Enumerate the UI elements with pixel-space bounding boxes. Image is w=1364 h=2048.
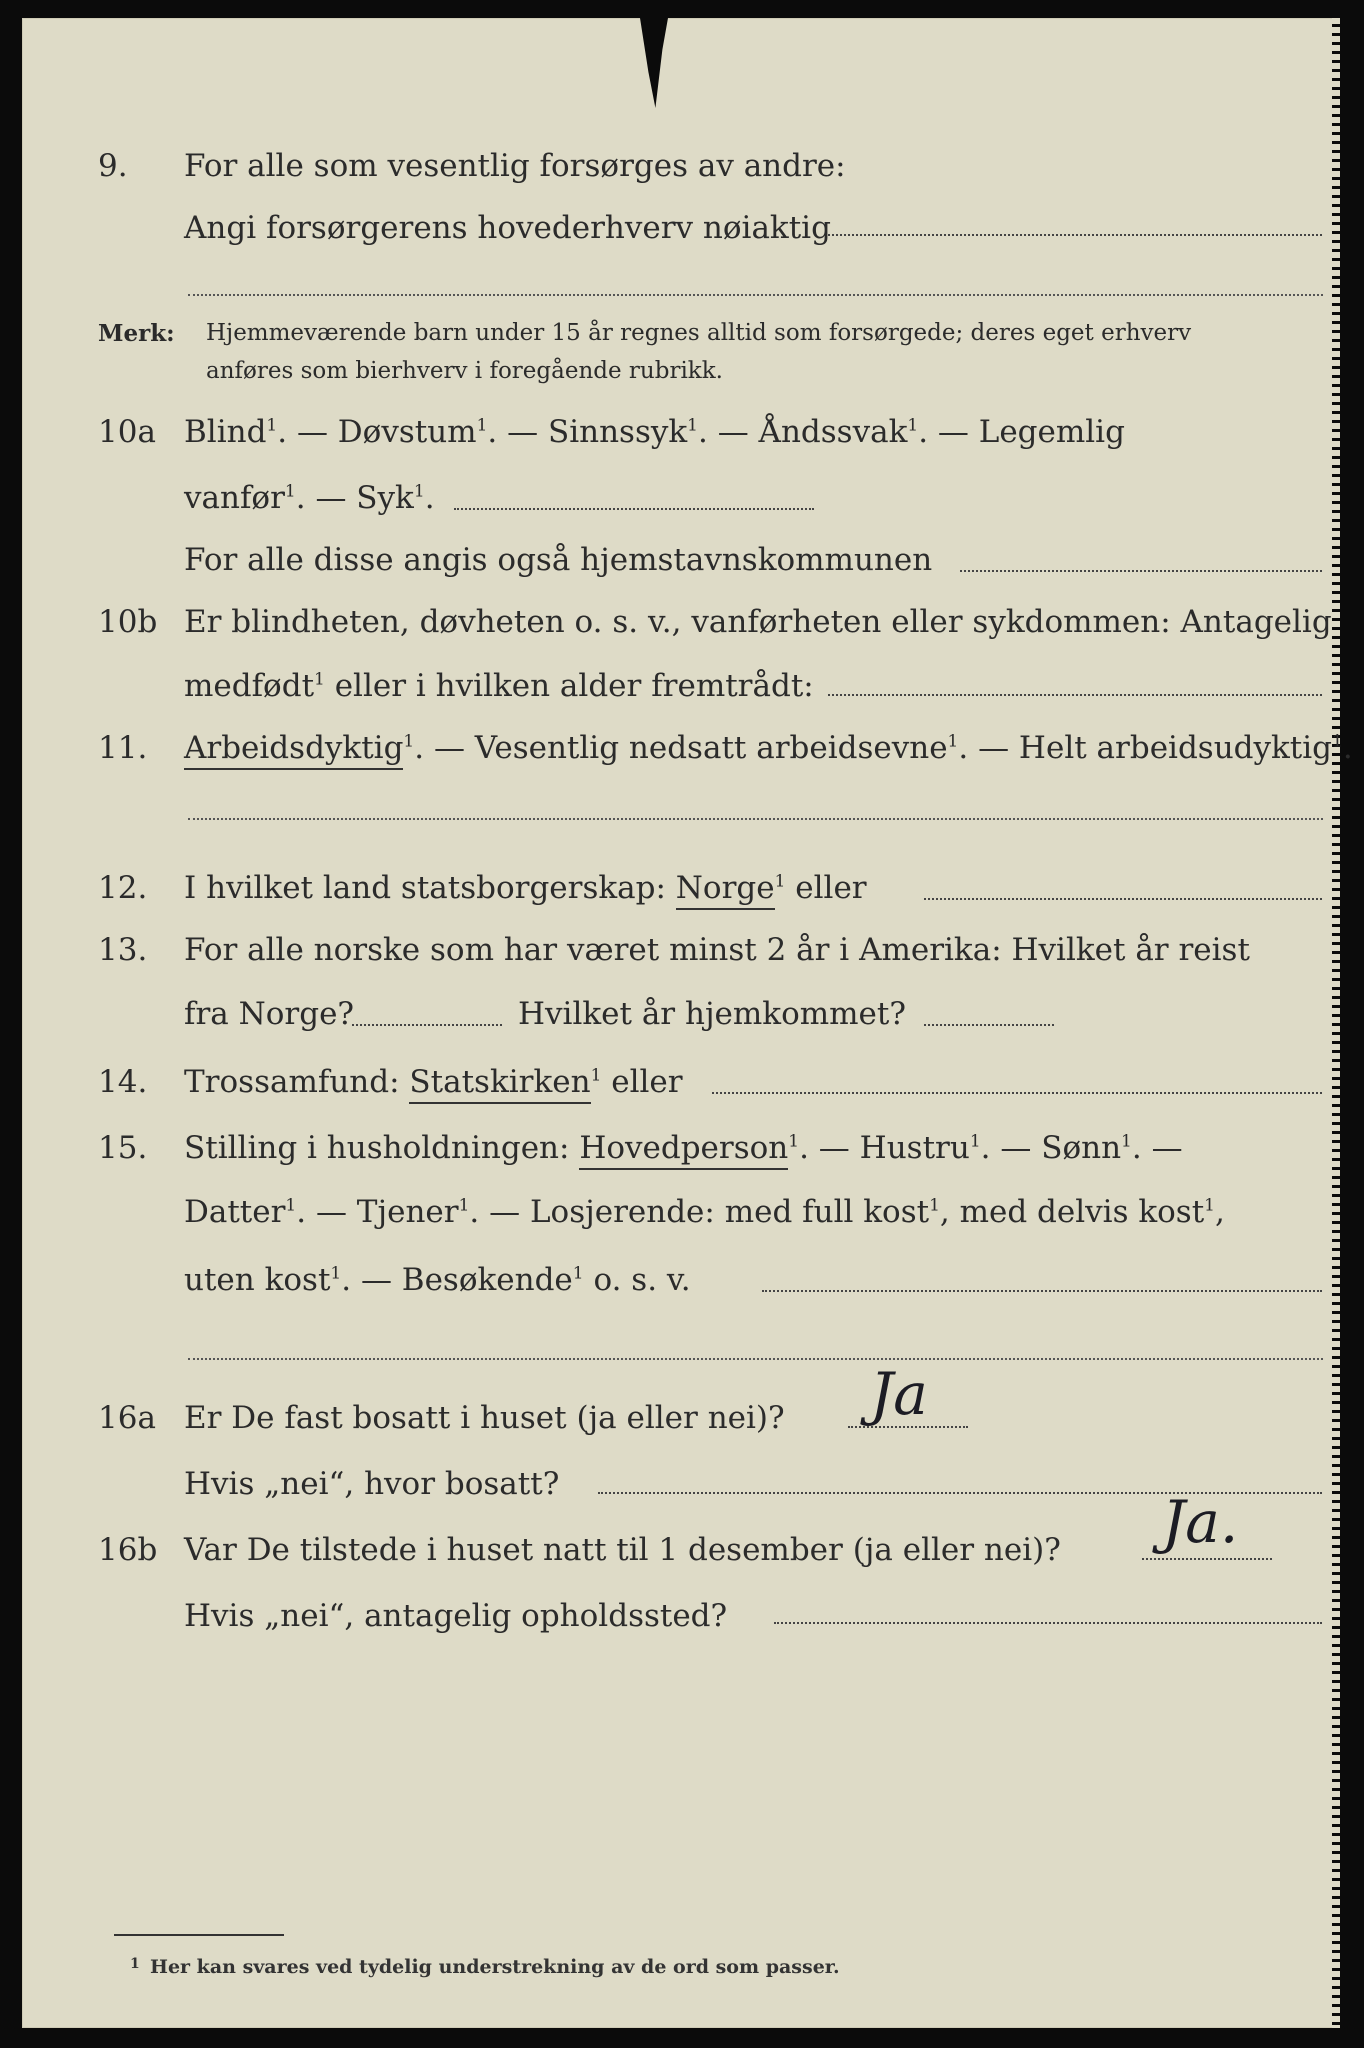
question-number: 10a — [98, 414, 156, 450]
answer-line[interactable] — [762, 1290, 1322, 1292]
question-text: Datter$^1$. — Tjener$^1$. — Losjerende: med full kost$^1$, med delvis kost$^1$, — [184, 1194, 1225, 1230]
handwritten-answer: Ja — [870, 1360, 928, 1428]
census-form-page — [22, 18, 1353, 2028]
underlined-answer: Hovedperson — [579, 1130, 788, 1170]
question-text: Er De fast bosatt i huset (ja eller nei)? — [184, 1400, 785, 1436]
answer-line[interactable] — [960, 570, 1322, 572]
answer-line[interactable] — [188, 818, 1323, 820]
question-number: 15. — [98, 1130, 148, 1166]
question-text: Hvis „nei“, antagelig opholdssted? — [184, 1598, 728, 1634]
underlined-answer: Norge — [676, 870, 775, 910]
answer-line[interactable] — [1142, 1558, 1272, 1560]
question-number: 12. — [98, 870, 148, 906]
question-text: medfødt$^1$ eller i hvilken alder fremtrådt: — [184, 668, 814, 704]
footnote-rule — [114, 1934, 284, 1936]
question-text: Hvilket år hjemkommet? — [518, 996, 906, 1032]
answer-line[interactable] — [774, 1622, 1322, 1624]
footnote-text: Her kan svares ved tydelig understrekning av de ord som passer. — [150, 1956, 840, 1978]
question-text: For alle disse angis også hjemstavnskommunen — [184, 542, 933, 578]
answer-line[interactable] — [188, 1358, 1323, 1360]
note-text: anføres som bierhverv i foregående rubrikk. — [206, 358, 723, 384]
question-number: 13. — [98, 932, 148, 968]
answer-line[interactable] — [352, 1024, 502, 1026]
question-text: I hvilket land statsborgerskap: Norge$^1$ eller — [184, 870, 867, 906]
question-text: vanfør$^1$. — Syk$^1$. — [184, 480, 435, 516]
question-number: 10b — [98, 604, 158, 640]
note-label: Merk: — [98, 320, 175, 347]
footnote — [130, 1956, 840, 1978]
question-number: 11. — [98, 730, 148, 766]
handwritten-answer: Ja. — [1162, 1488, 1239, 1556]
question-text: For alle som vesentlig forsørges av andre: — [184, 148, 846, 184]
underlined-answer: Statskirken — [409, 1064, 590, 1104]
answer-line[interactable] — [454, 508, 814, 510]
perforated-edge — [1332, 18, 1340, 2028]
question-text: fra Norge? — [184, 996, 355, 1032]
answer-line[interactable] — [712, 1092, 1322, 1094]
question-number: 9. — [98, 148, 128, 184]
question-text: Trossamfund: Statskirken$^1$ eller — [184, 1064, 683, 1100]
question-text: Arbeidsdyktig$^1$. — Vesentlig nedsatt arbeidsevne$^1$. — Helt arbeidsudyktig$^1$. — [184, 730, 1353, 766]
question-text: Angi forsørgerens hovederhverv nøiaktig — [184, 210, 831, 246]
underlined-answer: Arbeidsdyktig — [184, 730, 403, 770]
question-text: Hvis „nei“, hvor bosatt? — [184, 1466, 560, 1502]
question-number: 16a — [98, 1400, 156, 1436]
question-text: Blind$^1$. — Døvstum$^1$. — Sinnssyk$^1$. — Åndssvak$^1$. — Legemlig — [184, 414, 1125, 450]
footnote-mark: 1 — [130, 1956, 140, 1972]
answer-line[interactable] — [924, 1024, 1054, 1026]
answer-line[interactable] — [828, 234, 1322, 236]
paper-notch — [640, 18, 668, 108]
question-text: Er blindheten, døvheten o. s. v., vanførheten eller sykdommen: Antagelig — [184, 604, 1332, 640]
question-number: 16b — [98, 1532, 158, 1568]
question-number: 14. — [98, 1064, 148, 1100]
question-text: For alle norske som har været minst 2 år i Amerika: Hvilket år reist — [184, 932, 1250, 968]
question-text: uten kost$^1$. — Besøkende$^1$ o. s. v. — [184, 1262, 691, 1298]
answer-line[interactable] — [828, 694, 1322, 696]
note-text: Hjemmeværende barn under 15 år regnes alltid som forsørgede; deres eget erhverv — [206, 320, 1192, 346]
answer-line[interactable] — [924, 898, 1322, 900]
question-text: Stilling i husholdningen: Hovedperson$^1$. — Hustru$^1$. — Sønn$^1$. — — [184, 1130, 1183, 1166]
question-text: Var De tilstede i huset natt til 1 desember (ja eller nei)? — [184, 1532, 1061, 1568]
answer-line[interactable] — [188, 294, 1323, 296]
